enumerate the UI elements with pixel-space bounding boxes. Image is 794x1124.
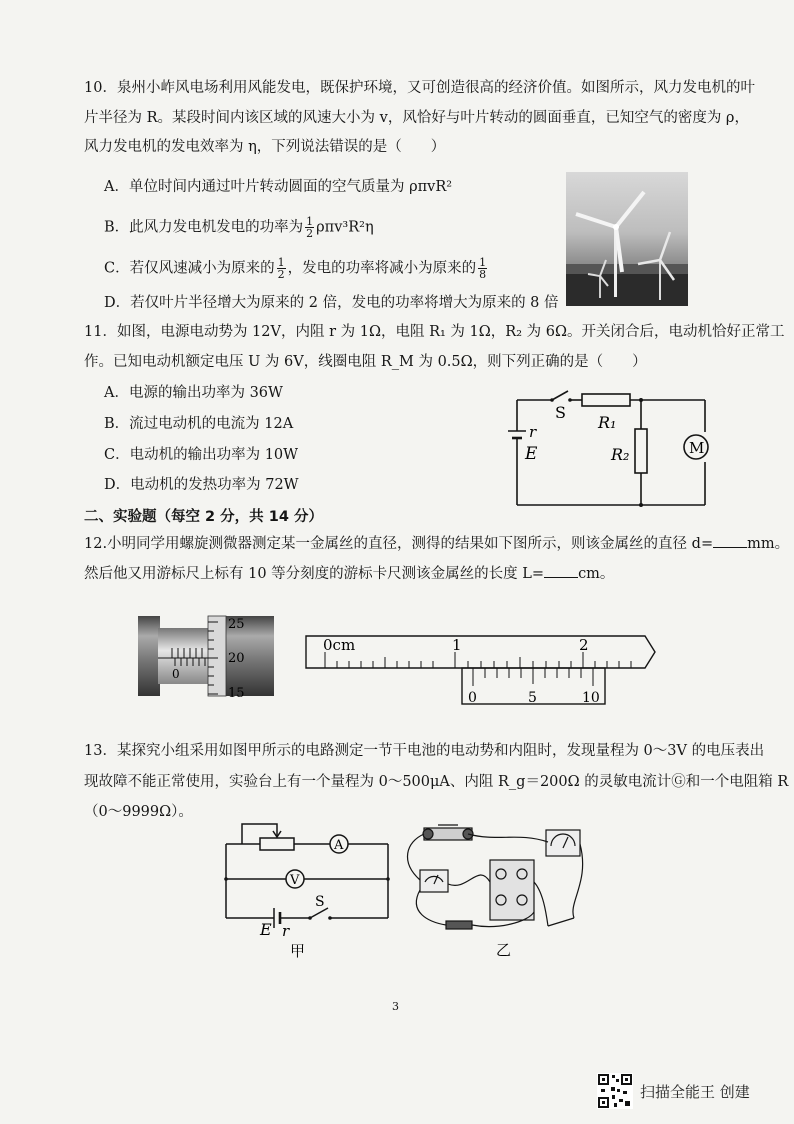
micrometer-diagram <box>138 608 278 700</box>
main-scale-label-1: 1 <box>452 636 462 654</box>
vernier-label-5: 5 <box>528 690 537 706</box>
main-scale-label-0cm: 0cm <box>323 636 356 654</box>
ammeter-label: A <box>334 838 344 853</box>
vernier-label-0: 0 <box>468 690 477 706</box>
q13-line-2: 现故障不能正常使用，实验台上有一个量程为 0～500μA、内阻 R_g＝200Ω 的灵敏电流计Ⓖ和一个电阻箱 R <box>84 774 789 790</box>
q11-option-b: B．流过电动机的电流为 12A <box>104 416 294 432</box>
sleeve-tick-0: 0 <box>172 667 180 681</box>
fraction-den: 8 <box>479 268 487 281</box>
fraction-den: 2 <box>277 268 285 281</box>
q11-line-1: 11．如图，电源电动势为 12V，内阻 r 为 1Ω，电阻 R₁ 为 1Ω，R₂ 为 6Ω。开关闭合后，电动机恰好正常工 <box>84 324 785 340</box>
vernier-label-10: 10 <box>582 690 600 706</box>
section-title: 二、实验题（每空 2 分，共 14 分） <box>84 509 323 525</box>
main-scale-label-2: 2 <box>579 636 589 654</box>
q12-line-2-text: 然后他又用游标尺上标有 10 等分刻度的游标卡尺测该金属丝的长度 L= <box>84 566 545 582</box>
qr-code-icon <box>597 1073 633 1109</box>
motor-label: M <box>689 439 705 457</box>
fraction-num: 1 <box>479 256 487 269</box>
q12-unit-mm: mm。 <box>747 536 790 552</box>
q12-line-2 <box>84 563 614 584</box>
q10-option-c-text: C．若仅风速减小为原来的 <box>104 260 275 277</box>
q11-circuit-diagram <box>505 385 720 510</box>
thimble-tick-20: 20 <box>228 651 245 666</box>
q10-option-a: A．单位时间内通过叶片转动圆面的空气质量为 ρπvR² <box>104 179 453 195</box>
r2-label: R₂ <box>611 445 630 464</box>
internal-r-label: r <box>529 423 537 441</box>
q10-option-c <box>104 257 489 280</box>
q11-option-c: C．电动机的输出功率为 10W <box>104 447 299 463</box>
page-number: 3 <box>392 1000 399 1013</box>
emf-label: E <box>260 920 272 939</box>
switch-label: S <box>555 403 566 422</box>
figure-caption-yi: 乙 <box>496 941 512 959</box>
figure-yi-apparatus <box>398 822 588 962</box>
figure-caption-jia: 甲 <box>290 942 306 958</box>
answer-blank-l[interactable] <box>544 563 578 578</box>
voltmeter-label: V <box>290 873 300 888</box>
vernier-caliper-diagram <box>303 632 663 712</box>
fraction-num: 1 <box>277 256 285 269</box>
thimble-tick-15: 15 <box>228 686 245 700</box>
internal-r-label: r <box>282 922 290 940</box>
q10-option-b-text: B．此风力发电机发电的功率为 <box>104 219 304 236</box>
wind-turbine-photo <box>566 172 688 306</box>
fraction-den: 2 <box>306 227 314 240</box>
q12-line-1-text: 12.小明同学用螺旋测微器测定某一金属丝的直径，测得的结果如下图所示，则该金属丝的直径 d= <box>84 536 714 552</box>
switch-label: S <box>315 894 325 910</box>
figure-jia-circuit <box>222 818 394 958</box>
q12-unit-cm: cm。 <box>578 566 615 582</box>
fraction <box>277 257 286 280</box>
q13-line-3: （0～9999Ω）。 <box>84 804 193 820</box>
q11-line-2: 作。已知电动机额定电压 U 为 6V，线圈电阻 R_M 为 0.5Ω，则下列正确的是（ ） <box>84 354 647 370</box>
fraction <box>478 257 487 280</box>
r1-label: R₁ <box>598 413 617 432</box>
q13-line-1: 13．某探究小组采用如图甲所示的电路测定一节干电池的电动势和内阻时，发现量程为 0～3V 的电压表出 <box>84 743 765 759</box>
q10-line-2: 片半径为 R。某段时间内该区域的风速大小为 v，风恰好与叶片转动的圆面垂直，已知空气的密度为 ρ， <box>84 110 749 126</box>
fraction-num: 1 <box>306 215 314 228</box>
q11-option-d: D．电动机的发热功率为 72W <box>104 477 299 493</box>
thimble-tick-25: 25 <box>228 617 245 632</box>
fraction <box>305 216 314 239</box>
q11-option-a: A．电源的输出功率为 36W <box>104 385 283 401</box>
q10-option-b <box>104 216 374 239</box>
q10-option-b-formula: ρπv³R²η <box>316 219 374 236</box>
answer-blank-d[interactable] <box>713 533 747 548</box>
scanner-watermark: 扫描全能王 创建 <box>640 1083 750 1101</box>
q10-line-1: 10．泉州小岞风电场利用风能发电，既保护环境，又可创造很高的经济价值。如图所示，风力发电机的叶 <box>84 80 755 96</box>
q10-line-3: 风力发电机的发电效率为 η，下列说法错误的是（ ） <box>84 139 446 155</box>
emf-label: E <box>525 444 538 464</box>
q10-option-c-mid: ，发电的功率将减小为原来的 <box>287 260 477 277</box>
q10-option-d: D．若仅叶片半径增大为原来的 2 倍，发电的功率将增大为原来的 8 倍 <box>104 295 559 311</box>
q12-line-1 <box>84 533 789 554</box>
